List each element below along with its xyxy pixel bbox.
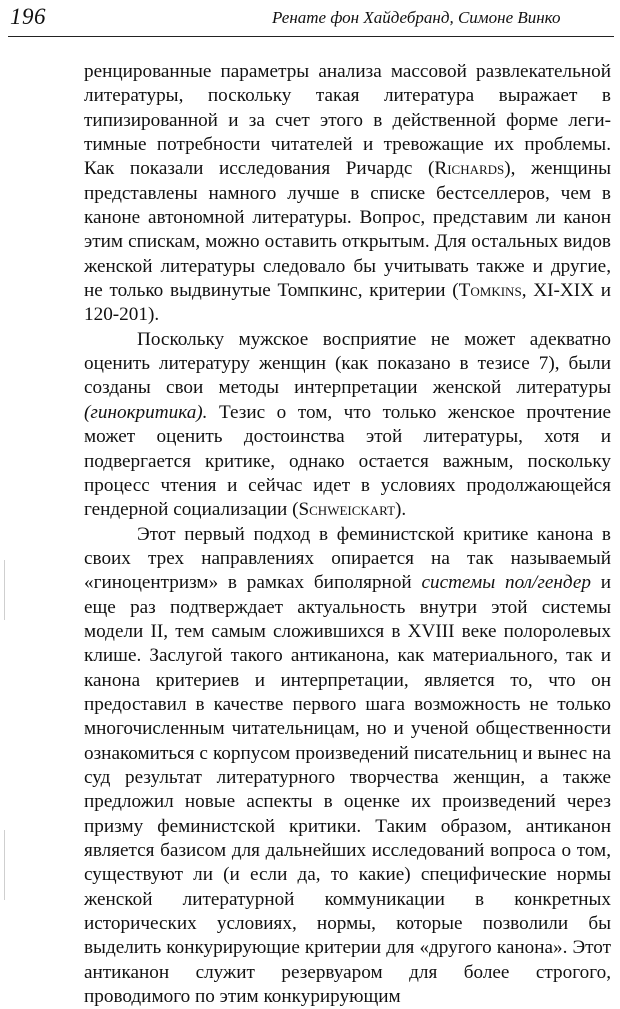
text-segment: ренцированные параметры анализа массовой развлекательной литературы, поскольку такая литература выражает в типизированной и за счет этого в действенной форме легитимные потребности читателей и тревожащие их проблемы. Как показали исследования Ричардс ( (84, 61, 611, 180)
paragraph (84, 328, 611, 523)
text-segment: Этот первый подход в феминистской критике канона в своих трех направлениях опирается на так называемый «гиноцентризм» в рамках биполярной (84, 523, 611, 594)
text-segment: ), женщины представлены намного лучше в списке бестселлеров, чем в каноне автономной литературы. Вопрос, представим ли канон этим спискам, можно оставить открытым. Для остальных видов женской литературы следовало бы учитывать также и другие, не только выдвинутые Томпкинс, критерии ( (84, 158, 611, 302)
text-segment: Поскольку мужское восприятие не может адекватно оценить литературу женщин (как показано в тезисе 7), были созданы свои методы интерпретации женской литературы (84, 328, 611, 399)
emphasis: (гинокритика). (84, 401, 208, 423)
citation-author: Richards (434, 158, 505, 180)
paragraph (84, 523, 611, 1009)
running-head-authors: Ренате фон Хайдебранд, Симоне Винко (272, 8, 561, 27)
paragraph (84, 60, 611, 328)
scan-edge-mark (4, 830, 5, 900)
citation-author: Schweickart (298, 499, 396, 521)
emphasis: системы пол/гендер (421, 572, 591, 594)
running-header (8, 0, 614, 37)
text-segment: и еще раз подтверждает актуальность внутри этой системы модели II, тем самым сложившихся в XVIII веке полоролевых клише. Заслугой такого антиканона, как материального, так и канона критериев и интерпретации, является то, что он предоставил в качестве первого шага возможность не только многочисленным читательницам, но и ученой общественности ознакомиться с корпусом произведений писательниц и вынес на суд результат литературного творчества женщин, а также предложил новые аспекты в оценке их произведений через призму феминистской критики. Таким образом, антиканон является базисом для дальнейших исследований вопроса о том, существуют ли (и если да, то какие) специфические нормы женской литературной коммуникации в конкретных исторических условиях, нормы, которые позволили бы выделить конкурирующие критерии для «другого канона». Этот антиканон служит резервуаром для более строгого, проводимого по этим конкурирующим (84, 572, 612, 1008)
text-segment: , XI-XIX и 120-201). (84, 280, 611, 326)
page-number: 196 (10, 4, 46, 29)
text-segment: ). (395, 499, 407, 521)
body-text (84, 60, 611, 1009)
citation-author: Tomkins (458, 280, 522, 302)
text-segment: Тезис о том, что только женское прочтение может оценить достоинства этой литературы, хотя и подвергается критике, однако остается важным, поскольку процесс чтения и сейчас идет в условиях продолжающейся гендерной социализации ( (84, 401, 611, 521)
scan-edge-mark (4, 560, 5, 620)
